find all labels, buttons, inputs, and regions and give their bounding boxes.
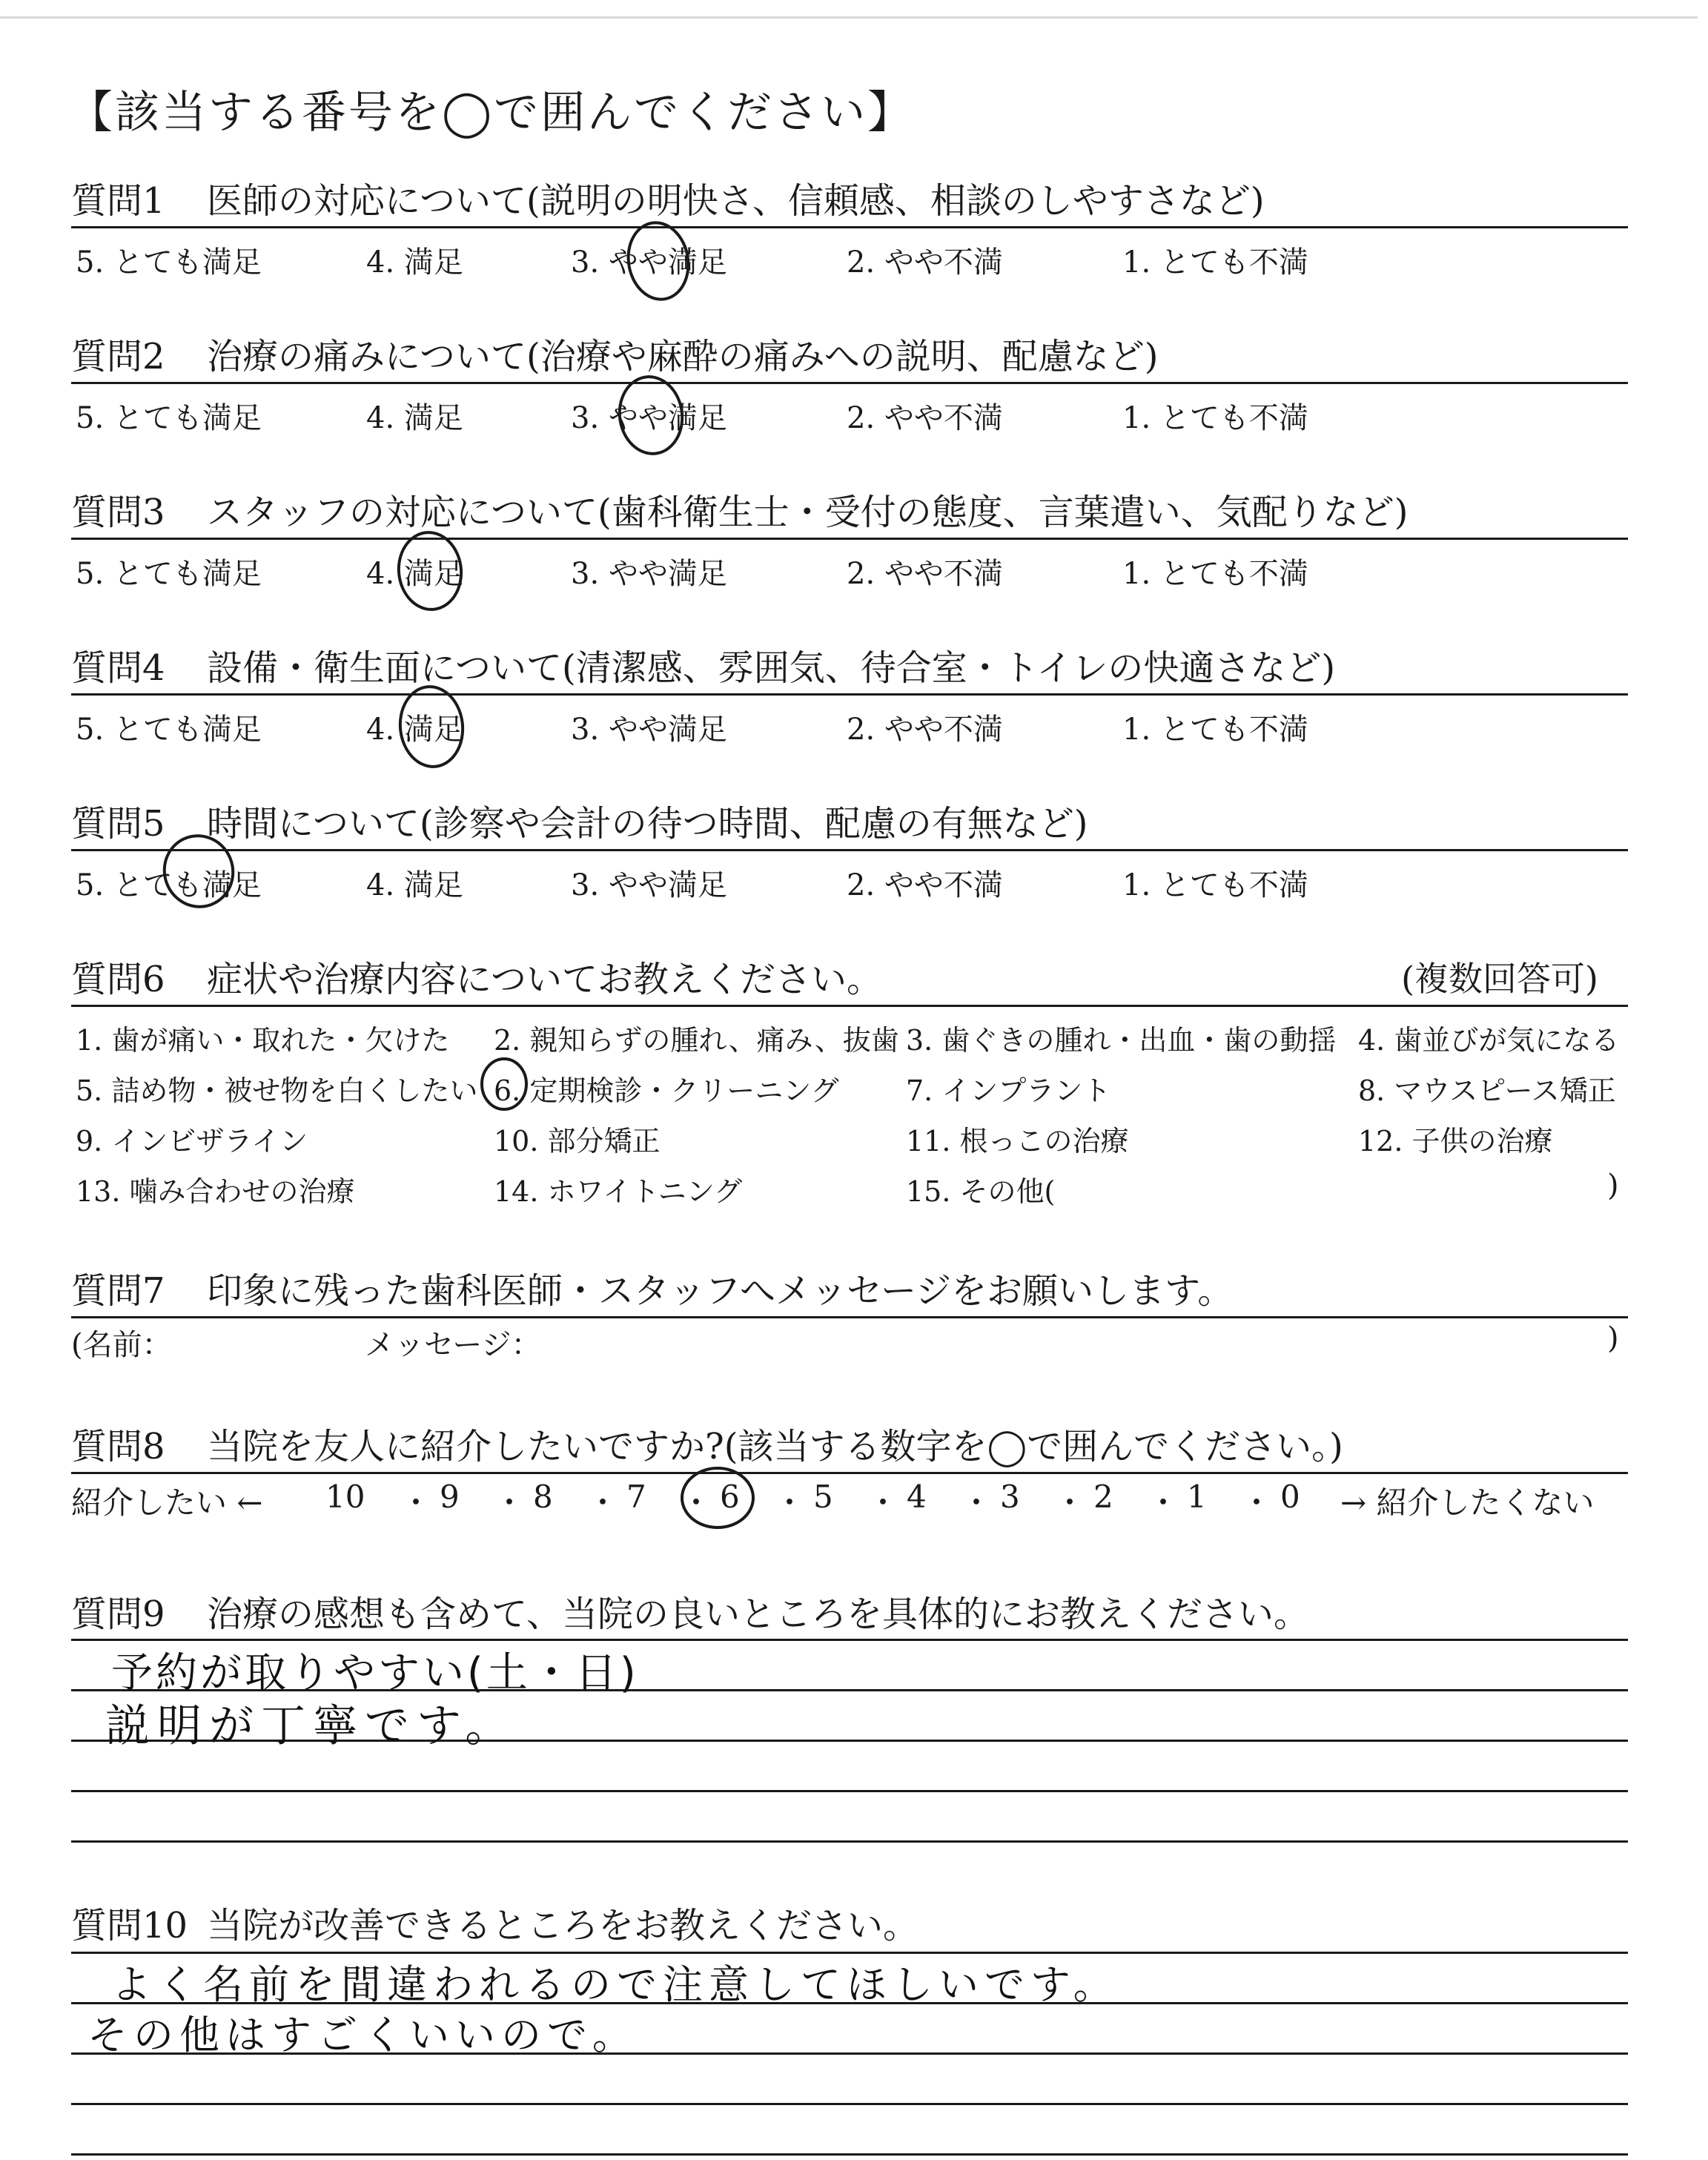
other-close-paren: ) — [1607, 1169, 1619, 1203]
scale-value-10[interactable]: 10 — [325, 1479, 365, 1515]
question-text: 設備・衛生面について(清潔感、雰囲気、待合室・トイレの快適さなど) — [207, 647, 1336, 689]
question-7-title — [71, 1262, 1233, 1313]
rating-option-1[interactable]: 1. とても不満 — [1122, 713, 1308, 747]
question-number: 質問10 — [71, 1905, 188, 1946]
handwritten-answer: よく名前を間違われるので注意してほしいです。 — [111, 1961, 1119, 2008]
question-text: 治療の感想も含めて、当院の良いところを具体的にお教えください。 — [207, 1593, 1310, 1635]
question-9-title — [71, 1585, 1309, 1636]
rating-option-4[interactable]: 4. 満足 — [366, 868, 463, 902]
rating-option-3[interactable]: 3. やや満足 — [571, 401, 727, 435]
question-2-rule — [71, 382, 1628, 384]
rating-option-4[interactable]: 4. 満足 — [366, 713, 463, 747]
symptom-option-12[interactable]: 12. 子供の治療 — [1358, 1125, 1553, 1157]
recommend-scale: 紹介したい ← 10 ・ 9 ・ 8 ・ 7 ・ 6 ・ 5 ・ 4 ・ 3 ・ 2 ・ 1 ・ 0 → 紹介したくない — [71, 1479, 1628, 1523]
scale-value-4[interactable]: 4 — [907, 1479, 927, 1515]
rating-option-1[interactable]: 1. とても不満 — [1122, 557, 1308, 591]
question-number: 質問8 — [71, 1426, 165, 1467]
rating-option-1[interactable]: 1. とても不満 — [1122, 245, 1308, 280]
answer-line — [71, 1790, 1628, 1792]
question-text: 当院が改善できるところをお教えください。 — [207, 1905, 919, 1946]
question-4-rule — [71, 693, 1628, 696]
question-6-rule — [71, 1005, 1628, 1007]
question-8-rule — [71, 1472, 1628, 1474]
question-number: 質問4 — [71, 647, 165, 689]
question-number: 質問1 — [71, 180, 165, 222]
question-3-rule — [71, 538, 1628, 540]
question-number: 質問2 — [71, 336, 165, 377]
symptom-option-8[interactable]: 8. マウスピース矯正 — [1358, 1074, 1616, 1107]
scale-value-5[interactable]: 5 — [813, 1479, 833, 1515]
answer-line — [71, 2153, 1628, 2156]
rating-option-5[interactable]: 5. とても満足 — [76, 713, 262, 747]
symptom-option-1[interactable]: 1. 歯が痛い・取れた・欠けた — [76, 1024, 450, 1057]
scale-value-2[interactable]: 2 — [1093, 1479, 1113, 1515]
rating-option-2[interactable]: 2. やや不満 — [847, 868, 1003, 902]
symptom-option-7[interactable]: 7. インプラント — [906, 1074, 1111, 1107]
symptom-option-9[interactable]: 9. インビザライン — [76, 1125, 308, 1157]
question-2-options — [76, 394, 1625, 435]
multiple-answers-note: (複数回答可) — [1401, 959, 1598, 999]
question-3-options — [76, 550, 1625, 591]
question-7-rule — [71, 1316, 1628, 1318]
question-8-title — [71, 1418, 1343, 1469]
question-5-title — [71, 795, 1088, 846]
rating-option-5[interactable]: 5. とても満足 — [76, 401, 262, 435]
question-number: 質問9 — [71, 1593, 165, 1635]
question-6-title — [71, 951, 882, 1002]
scan-top-edge — [0, 16, 1698, 19]
scale-value-7[interactable]: 7 — [626, 1479, 646, 1515]
symptom-option-2[interactable]: 2. 親知らずの腫れ、痛み、抜歯 — [494, 1024, 899, 1057]
symptom-option-13[interactable]: 13. 噛み合わせの治療 — [76, 1175, 355, 1208]
scale-left-label: 紹介したい ← — [71, 1484, 263, 1521]
answer-line — [71, 1840, 1628, 1843]
symptom-option-10[interactable]: 10. 部分矯正 — [494, 1125, 661, 1157]
rating-option-2[interactable]: 2. やや不満 — [847, 713, 1003, 747]
question-number: 質問5 — [71, 803, 165, 845]
question-text: 当院を友人に紹介したいですか?(該当する数字を◯で囲んでください。) — [207, 1426, 1343, 1467]
rating-option-5[interactable]: 5. とても満足 — [76, 245, 262, 280]
question-4-title — [71, 639, 1335, 690]
question-2-title — [71, 328, 1159, 379]
rating-option-3[interactable]: 3. やや満足 — [571, 868, 727, 902]
question-1-rule — [71, 226, 1628, 228]
rating-option-3[interactable]: 3. やや満足 — [571, 713, 727, 747]
message-label: メッセージ： — [365, 1328, 541, 1362]
question-number: 質問3 — [71, 492, 165, 533]
symptom-option-14[interactable]: 14. ホワイトニング — [494, 1175, 743, 1208]
question-1-title — [71, 172, 1265, 223]
rating-option-1[interactable]: 1. とても不満 — [1122, 868, 1308, 902]
scale-value-3[interactable]: 3 — [1000, 1479, 1020, 1515]
scale-value-0[interactable]: 0 — [1280, 1479, 1300, 1515]
scale-value-8[interactable]: 8 — [533, 1479, 553, 1515]
rating-option-2[interactable]: 2. やや不満 — [847, 401, 1003, 435]
question-text: 症状や治療内容についてお教えください。 — [207, 959, 883, 1000]
rating-option-5[interactable]: 5. とても満足 — [76, 557, 262, 591]
question-5-rule — [71, 849, 1628, 851]
question-1-options — [76, 239, 1625, 280]
handwritten-answer: 予約が取りやすい(土・日) — [111, 1649, 639, 1697]
name-label: (名前： — [71, 1328, 172, 1362]
question-text: 時間について(診察や会計の待つ時間、配慮の有無など) — [207, 803, 1088, 845]
question-text: 印象に残った歯科医師・スタッフへメッセージをお願いします。 — [207, 1270, 1234, 1312]
symptom-option-15[interactable]: 15. その他( — [906, 1175, 1056, 1208]
message-close-paren: ) — [1607, 1321, 1619, 1355]
question-number: 質問6 — [71, 959, 165, 1000]
symptom-option-3[interactable]: 3. 歯ぐきの腫れ・出血・歯の動揺 — [906, 1024, 1337, 1057]
scale-value-6[interactable]: 6 — [720, 1479, 740, 1515]
symptom-option-6[interactable]: 6. 定期検診・クリーニング — [494, 1074, 839, 1107]
scale-value-9[interactable]: 9 — [440, 1479, 460, 1515]
rating-option-3[interactable]: 3. やや満足 — [571, 557, 727, 591]
scale-right-label: → 紹介したくない — [1340, 1484, 1595, 1521]
rating-option-4[interactable]: 4. 満足 — [366, 401, 463, 435]
handwritten-answer: 説明が丁寧です。 — [105, 1700, 517, 1752]
handwritten-answer: その他はすごくいいので。 — [87, 2012, 638, 2058]
answer-line — [71, 2103, 1628, 2105]
question-4-options — [76, 706, 1625, 747]
symptom-option-4[interactable]: 4. 歯並びが気になる — [1358, 1024, 1620, 1057]
page-title: 【該当する番号を◯で囲んでください】 — [68, 87, 915, 139]
question-text: 医師の対応について(説明の明快さ、信頼感、相談のしやすさなど) — [207, 180, 1265, 222]
scale-value-1[interactable]: 1 — [1187, 1479, 1207, 1515]
question-5-options — [76, 862, 1625, 902]
rating-option-2[interactable]: 2. やや不満 — [847, 557, 1003, 591]
rating-option-1[interactable]: 1. とても不満 — [1122, 401, 1308, 435]
rating-option-2[interactable]: 2. やや不満 — [847, 245, 1003, 280]
question-number: 質問7 — [71, 1270, 165, 1312]
question-3-title — [71, 483, 1409, 535]
rating-option-5[interactable]: 5. とても満足 — [76, 868, 262, 902]
symptom-option-5[interactable]: 5. 詰め物・被せ物を白くしたい — [76, 1074, 478, 1107]
question-text: 治療の痛みについて(治療や麻酔の痛みへの説明、配慮など) — [207, 336, 1159, 377]
question-10-title — [71, 1897, 918, 1948]
question-text: スタッフの対応について(歯科衛生士・受付の態度、言葉遣い、気配りなど) — [207, 492, 1409, 533]
symptom-option-11[interactable]: 11. 根っこの治療 — [906, 1125, 1129, 1157]
rating-option-4[interactable]: 4. 満足 — [366, 245, 463, 280]
rating-option-4[interactable]: 4. 満足 — [366, 557, 463, 591]
rating-option-3[interactable]: 3. やや満足 — [571, 245, 727, 280]
